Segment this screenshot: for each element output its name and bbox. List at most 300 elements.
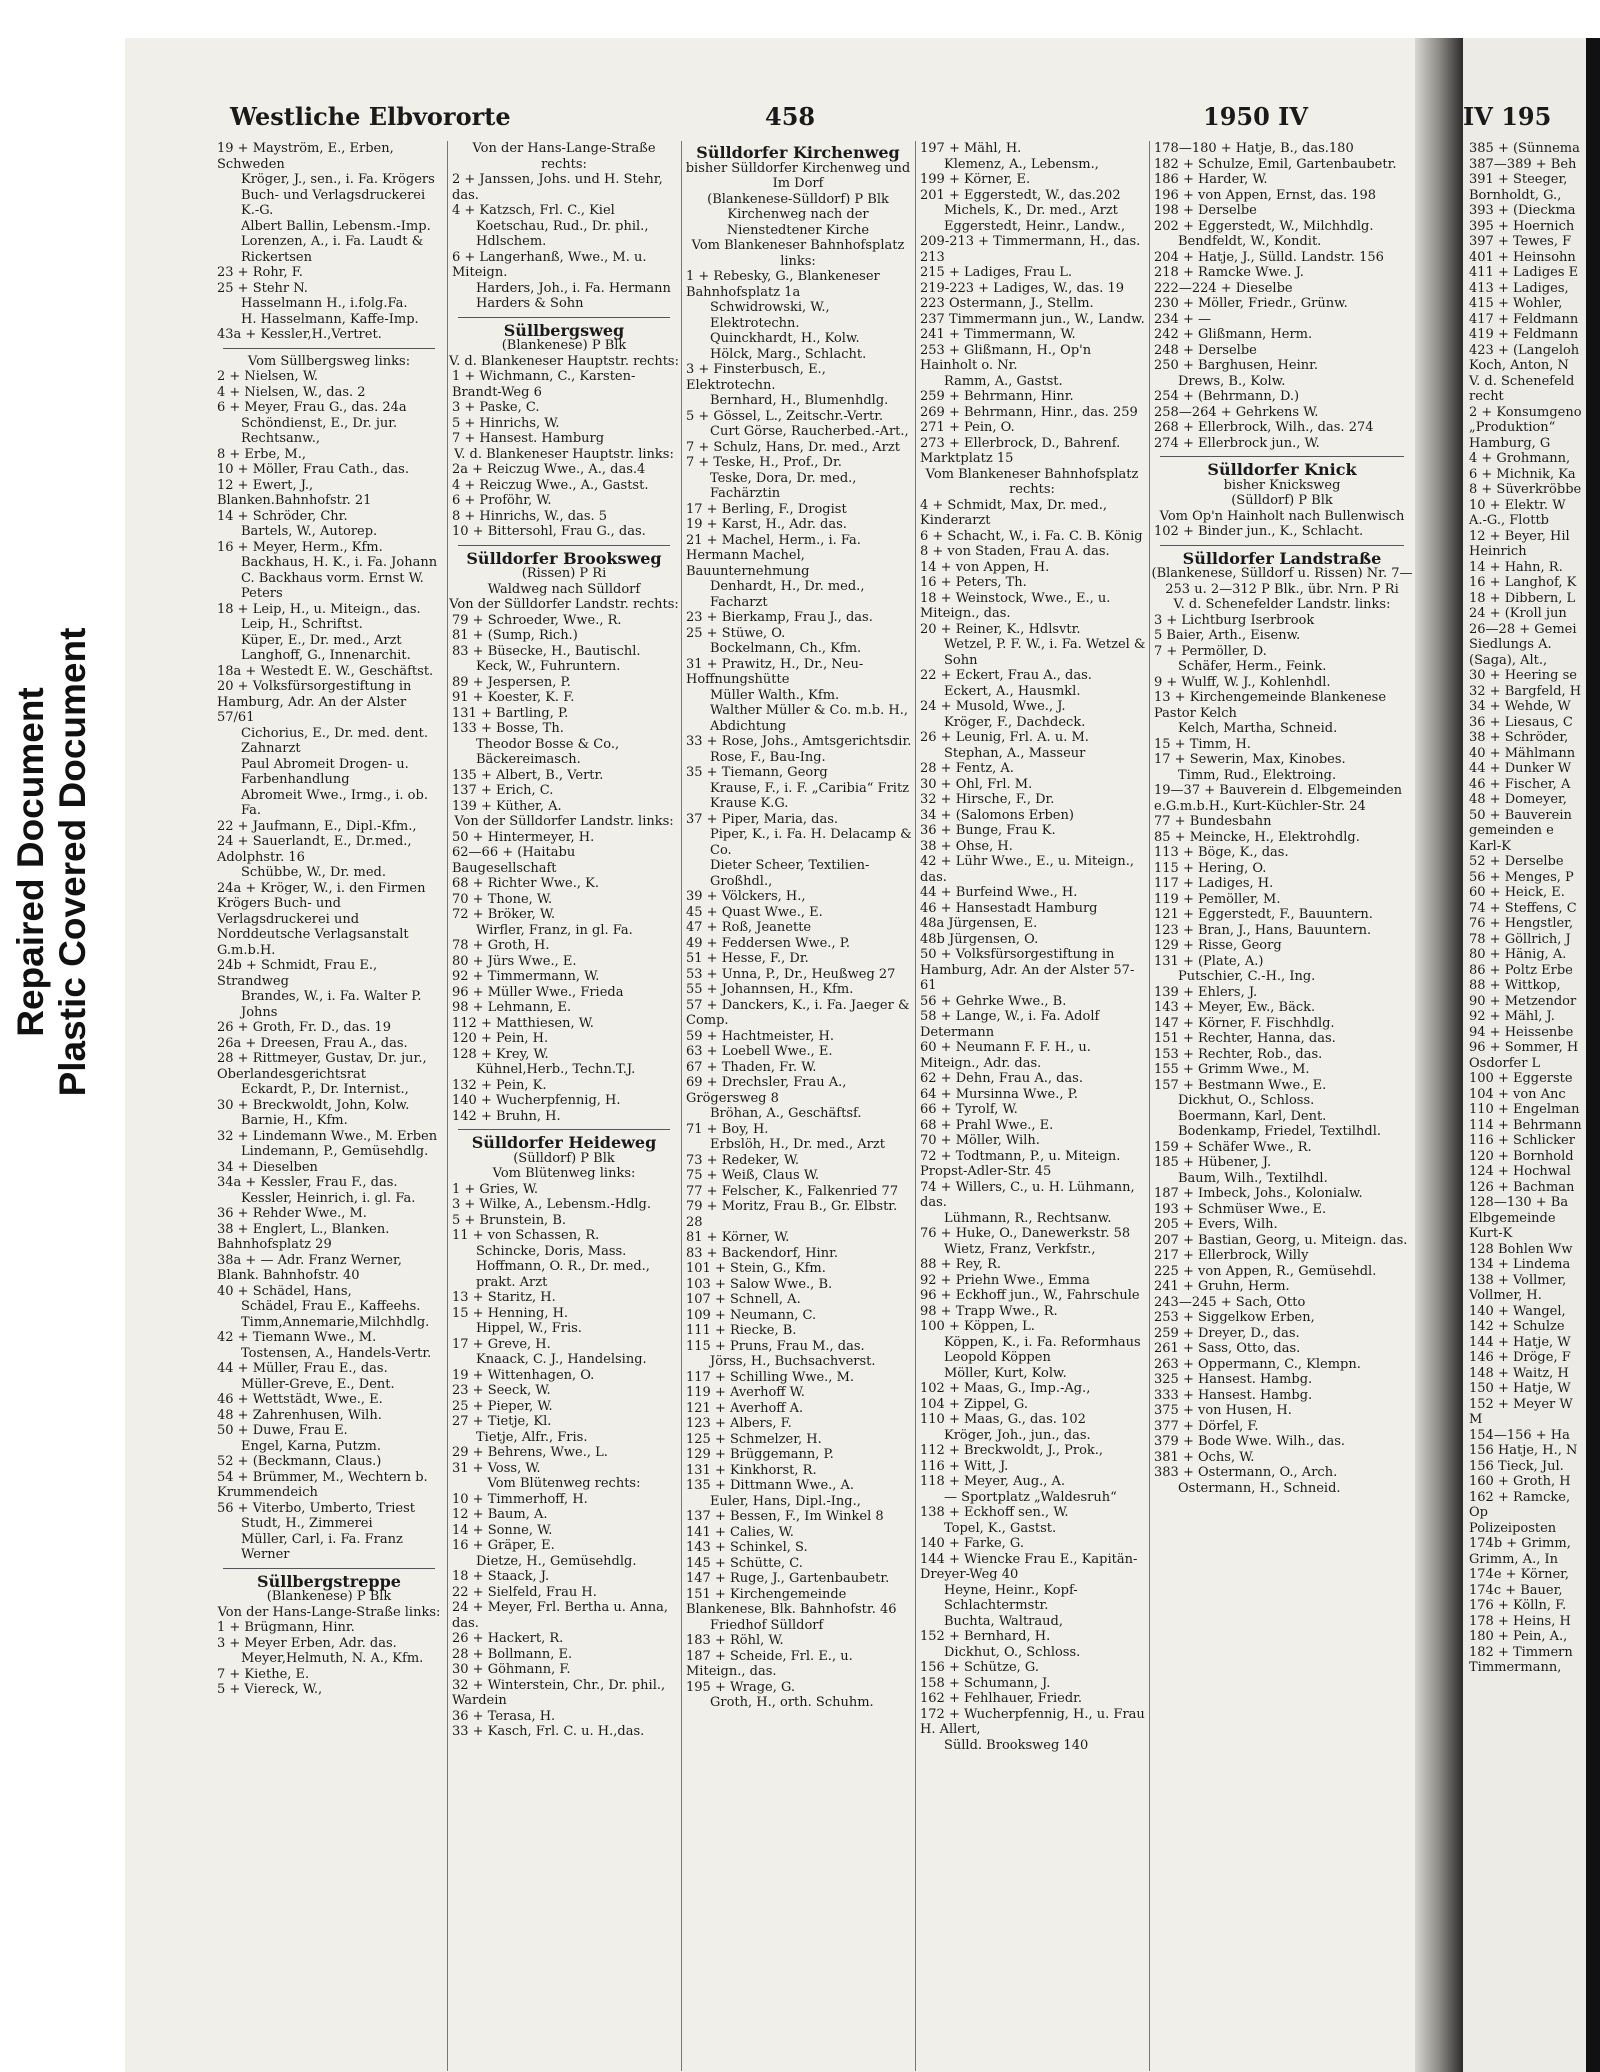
resident-entry: Lorenzen, A., i. Fa. Laudt & Rickertsen [241, 234, 424, 265]
next-page-entry: 413 + Ladiges, [1469, 280, 1569, 296]
next-page-entry: 96 + Sommer, H [1469, 1040, 1579, 1055]
next-page-entry: recht [1469, 389, 1504, 404]
house-entry: 30 + Göhmann, F. [452, 1662, 571, 1677]
house-entry: 269 + Behrmann, Hinr., das. 259 [920, 404, 1138, 420]
house-entry: 27 + Tietje, Kl. [452, 1414, 552, 1429]
house-entry: 25 + Pieper, W. [452, 1398, 553, 1414]
house-entry: 28 + Rittmeyer, Gustav, Dr. jur., Oberlandesgerichtsrat [217, 1051, 427, 1082]
resident-entry: Müller, Carl, i. Fa. Franz Werner [241, 1531, 403, 1562]
directory-page [125, 38, 1415, 2072]
house-entry: 333 + Hansest. Hambg. [1154, 1387, 1313, 1403]
house-entry: 18 + Leip, H., u. Miteign., das. [217, 601, 421, 617]
resident-entry: Tostensen, A., Handels-Vertr. [241, 1345, 432, 1361]
house-entry: 187 + Scheide, Frl. E., u. Miteign., das. [686, 1648, 853, 1679]
resident-entry: Teske, Dora, Dr. med., Fachärztin [710, 470, 857, 501]
next-page-entry: 30 + Heering se [1469, 668, 1577, 683]
house-entry: 7 + Schulz, Hans, Dr. med., Arzt [686, 439, 900, 455]
resident-entry: Küper, E., Dr. med., Arzt [241, 632, 402, 648]
next-page-entry: 104 + von Anc [1469, 1086, 1566, 1102]
next-page-entry: 24 + (Kroll jun [1469, 606, 1567, 621]
resident-entry: Albert Ballin, Lebensm.-Imp. [241, 218, 431, 234]
resident-entry: Michels, K., Dr. med., Arzt [944, 203, 1118, 218]
house-entry: 139 + Ehlers, J. [1154, 984, 1258, 1000]
house-entry: 76 + Huke, O., Danewerkstr. 58 [920, 1226, 1131, 1241]
resident-entry: Eckardt, P., Dr. Internist., [241, 1082, 409, 1097]
house-entry: 98 + Lehmann, E. [452, 1000, 572, 1015]
house-entry: 5 + Gössel, L., Zeitschr.-Vertr. [686, 408, 884, 424]
next-page-entry: 86 + Poltz Erbe [1469, 962, 1573, 978]
resident-entry: Denhardt, H., Dr. med., Facharzt [710, 579, 865, 610]
column-3 [681, 141, 914, 2071]
house-entry: 241 + Gruhn, Herm. [1154, 1279, 1290, 1294]
house-entry: 223 Ostermann, J., Stellm. [920, 296, 1094, 311]
resident-entry: Schübbe, W., Dr. med. [241, 865, 386, 880]
house-entry: 139 + Küther, A. [452, 798, 562, 814]
house-entry: 101 + Stein, G., Kfm. [686, 1261, 826, 1276]
resident-entry: Jörss, H., Buchsachverst. [710, 1354, 876, 1369]
house-entry: 56 + Viterbo, Umberto, Triest [217, 1500, 416, 1516]
next-page-entry: Koch, Anton, N [1469, 358, 1569, 373]
next-page-entry: Bornholdt, G., [1469, 187, 1562, 203]
resident-entry: Quinckhardt, H., Kolw. [710, 331, 860, 346]
house-entry: 83 + Backendorf, Hinr. [686, 1245, 838, 1261]
resident-entry: Stephan, A., Masseur [944, 745, 1086, 761]
house-entry: 50 + Volksfürsorgestiftung in Hamburg, Adr. An der Alster 57-61 [920, 947, 1135, 993]
street-subtitle: (Rissen) P Ri [521, 566, 607, 581]
house-entry: 115 + Hering, O. [1154, 860, 1267, 876]
house-entry: 119 + Pemöller, M. [1154, 891, 1281, 907]
next-page-entry: „Produktion“ [1469, 420, 1556, 435]
house-entry: 83 + Büsecke, H., Bautischl. [452, 643, 641, 659]
house-entry: 33 + Kasch, Frl. C. u. H.,das. [452, 1724, 645, 1739]
house-entry: 24 + Meyer, Frl. Bertha u. Anna, das. [452, 1600, 669, 1631]
house-entry: 215 + Ladiges, Frau L. [920, 265, 1073, 280]
section-divider [223, 1568, 435, 1569]
house-entry: 125 + Schmelzer, H. [686, 1431, 822, 1447]
next-page-entry: 128 Bohlen Ww [1469, 1241, 1573, 1257]
house-entry: 6 + Meyer, Frau G., das. 24a [217, 400, 407, 415]
house-entry: 131 + (Plate, A.) [1154, 953, 1264, 969]
resident-entry: Cichorius, E., Dr. med. dent. Zahnarzt [241, 725, 428, 756]
street-subtitle: V. d. Blankeneser Hauptstr. rechts: [449, 353, 679, 369]
street-heading: Sülldorfer Kirchenweg [696, 143, 900, 162]
resident-entry: Studt, H., Zimmerei [241, 1516, 373, 1531]
header-left: Westliche Elbvororte [230, 102, 511, 131]
street-subtitle: Von der Hans-Lange-Straße links: [217, 1604, 441, 1620]
next-page-entry: V. d. Schenefeld [1469, 373, 1575, 389]
column-1 [213, 141, 445, 2071]
resident-entry: Dietze, H., Gemüsehdlg. [476, 1553, 637, 1569]
house-entry: 132 + Pein, K. [452, 1077, 547, 1093]
house-entry: 147 + Körner, F. Fischhdlg. [1154, 1015, 1335, 1031]
house-entry: 128 + Krey, W. [452, 1046, 549, 1062]
house-entry: 91 + Koester, K. F. [452, 690, 575, 705]
house-entry: 14 + Schröder, Chr. [217, 508, 348, 524]
house-entry: 48 + Zahrenhusen, Wilh. [217, 1407, 382, 1423]
house-entry: 44 + Müller, Frau E., das. [217, 1361, 388, 1376]
house-entry: 133 + Bosse, Th. [452, 721, 564, 736]
house-entry: 36 + Rehder Wwe., M. [217, 1206, 367, 1221]
house-entry: 152 + Bernhard, H. [920, 1629, 1051, 1644]
house-entry: 55 + Johannsen, H., Kfm. [686, 982, 854, 997]
house-entry: 19—37 + Bauverein d. Elbgemeinden e.G.m.b.H., Kurt-Küchler-Str. 24 [1154, 783, 1403, 814]
street-heading: Sülldorfer Landstraße [1182, 548, 1382, 568]
house-entry: 33 + Rose, Johs., Amtsgerichtsdir. [686, 734, 912, 749]
next-page-entry: Osdorfer L [1469, 1055, 1541, 1071]
column-4 [915, 141, 1148, 2071]
side-label [10, 628, 94, 1097]
house-entry: 172 + Wucherpfennig, H., u. Frau H. Allert, [920, 1706, 1145, 1737]
house-entry: 4 + Reiczug Wwe., A., Gastst. [452, 477, 649, 493]
next-page-entry: 415 + Wohler, [1469, 296, 1563, 311]
house-entry: 151 + Kirchengemeinde Blankenese, Blk. Bahnhofstr. 46 [686, 1586, 897, 1617]
house-entry: 234 + — [1154, 311, 1211, 327]
house-entry: 24b + Schmidt, Frau E., Strandweg [217, 958, 378, 989]
house-entry: 119 + Averhoff W. [686, 1385, 805, 1400]
resident-entry: Buchta, Waltraud, [944, 1613, 1063, 1629]
house-entry: 72 + Todtmann, P., u. Miteign. Propst-Adler-Str. 45 [920, 1148, 1121, 1179]
resident-entry: Euler, Hans, Dipl.-Ing., [710, 1493, 861, 1509]
house-entry: 21 + Machel, Herm., i. Fa. Hermann Machel, Bauunternehmung [686, 532, 861, 579]
house-entry: 5 + Viereck, W., [217, 1682, 323, 1697]
house-entry: 75 + Weiß, Claus W. [686, 1168, 820, 1183]
street-heading: Sülldorfer Knick [1207, 460, 1357, 479]
house-entry: 40 + Schädel, Hans, [217, 1283, 352, 1299]
next-page-entry: 114 + Behrmann [1469, 1117, 1582, 1133]
house-entry: 185 + Hübener, J. [1154, 1155, 1272, 1170]
resident-entry: Müller Walth., Kfm. [710, 687, 840, 703]
next-page-entry: 110 + Engelman [1469, 1102, 1580, 1117]
street-subtitle: V. d. Schenefelder Landstr. links: [1173, 597, 1391, 612]
house-entry: 28 + Bollmann, E. [452, 1646, 573, 1662]
next-page-entry: 154—156 + Ha [1469, 1427, 1570, 1443]
next-page-header: IV 195 [1463, 102, 1552, 131]
next-page-entry: Polizeiposten [1469, 1520, 1557, 1536]
resident-entry: Ostermann, H., Schneid. [1178, 1480, 1341, 1496]
house-entry: 207 + Bastian, Georg, u. Miteign. das. [1154, 1232, 1408, 1248]
resident-entry: Curt Görse, Raucherbed.-Art., [710, 424, 909, 439]
house-entry: 112 + Breckwoldt, J., Prok., [920, 1443, 1104, 1458]
house-entry: 14 + Sonne, W. [452, 1522, 553, 1538]
next-page-entry: 60 + Heick, E. [1469, 885, 1565, 900]
house-entry: 74 + Willers, C., u. H. Lühmann, das. [920, 1179, 1135, 1210]
house-entry: 3 + Lichtburg Iserbrook [1154, 612, 1315, 628]
next-page-entry: Op [1469, 1505, 1488, 1520]
next-page-entry: Elbgemeinde [1469, 1210, 1556, 1226]
resident-entry: Langhoff, G., Innenarchit. [241, 648, 411, 663]
next-page-entry: 391 + Steeger, [1469, 172, 1568, 187]
house-entry: 379 + Bode Wwe. Wilh., das. [1154, 1434, 1346, 1449]
house-entry: 43a + Kessler,H.,Vertret. [217, 327, 382, 342]
house-entry: 5 Baier, Arth., Eisenw. [1154, 628, 1301, 643]
house-entry: 7 + Hansest. Hamburg [452, 431, 605, 446]
resident-entry: Kröger, J., sen., i. Fa. Krögers Buch- und Verlagsdruckerei K.-G. [241, 172, 435, 218]
resident-entry: Kessler, Heinrich, i. gl. Fa. [241, 1190, 416, 1206]
house-entry: 147 + Ruge, J., Gartenbaubetr. [686, 1571, 890, 1586]
house-entry: 131 + Kinkhorst, R. [686, 1462, 817, 1478]
resident-entry: Piper, K., i. Fa. H. Delacamp & Co. [710, 827, 912, 858]
street-subtitle: (Blankenese-Sülldorf) P Blk [707, 191, 889, 207]
house-entry: 123 + Albers, F. [686, 1416, 792, 1431]
house-entry: 98 + Trapp Wwe., R. [920, 1303, 1058, 1319]
resident-entry: Schincke, Doris, Mass. [476, 1243, 627, 1259]
house-entry: 219-223 + Ladiges, W., das. 19 [920, 280, 1125, 296]
section-divider [458, 545, 670, 546]
street-subtitle: (Sülldorf) P Blk [513, 1150, 615, 1166]
column-5 [1149, 141, 1414, 2071]
next-page-entry: 90 + Metzendor [1469, 993, 1577, 1009]
house-entry: 5 + Hinrichs, W. [452, 415, 560, 431]
street-subtitle: Vom Blankeneser Bahnhofsplatz rechts: [925, 466, 1139, 497]
house-entry: 230 + Möller, Friedr., Grünw. [1154, 296, 1348, 311]
house-entry: 42 + Tiemann Wwe., M. [217, 1330, 377, 1345]
house-entry: 29 + Behrens, Wwe., L. [452, 1445, 608, 1460]
next-page-entry: 16 + Langhof, K [1469, 575, 1577, 590]
resident-entry: Groth, H., orth. Schuhm. [710, 1695, 874, 1710]
page-number: 458 [765, 102, 816, 131]
house-entry: 52 + (Beckmann, Claus.) [217, 1454, 382, 1469]
house-entry: 71 + Boy, H. [686, 1121, 769, 1137]
next-page-entry: M [1469, 1412, 1483, 1427]
next-page-entry: 8 + Süverkröbbe [1469, 482, 1582, 497]
book-gutter [1415, 38, 1463, 2072]
house-entry: 25 + Stehr N. [217, 280, 308, 296]
house-entry: 253 + Glißmann, H., Op'n Hainholt o. Nr. [920, 342, 1092, 373]
street-subtitle: (Blankenese, Sülldorf u. Rissen) Nr. 7—253 u. 2—312 P Blk., übr. Nrn. P Ri [1151, 566, 1413, 597]
house-entry: 237 Timmermann jun., W., Landw. [920, 311, 1145, 327]
resident-entry: Müller-Greve, E., Dent. [241, 1376, 395, 1392]
house-entry: 261 + Sass, Otto, das. [1154, 1341, 1301, 1356]
house-entry: 242 + Glißmann, Herm. [1154, 327, 1313, 342]
street-heading: Süllbergsweg [503, 320, 625, 340]
house-entry: 51 + Hesse, F., Dr. [686, 951, 809, 966]
house-entry: 109 + Neumann, C. [686, 1307, 817, 1323]
house-entry: 67 + Thaden, Fr. W. [686, 1059, 817, 1075]
next-page-entry: 174b + Grimm, [1469, 1536, 1571, 1551]
resident-entry: Topel, K., Gastst. [944, 1520, 1057, 1536]
house-entry: 62 + Dehn, Frau A., das. [920, 1071, 1083, 1086]
house-entry: 129 + Risse, Georg [1154, 938, 1282, 953]
house-entry: 110 + Maas, G., das. 102 [920, 1412, 1086, 1427]
resident-entry: Köppen, K., i. Fa. Reformhaus Leopold Köppen [944, 1334, 1141, 1365]
house-entry: 10 + Bittersohl, Frau G., das. [452, 524, 646, 539]
house-entry: 19 + Karst, H., Adr. das. [686, 517, 847, 532]
house-entry: 144 + Wiencke Frau E., Kapitän-Dreyer-Weg 40 [920, 1551, 1138, 1582]
header-right: 1950 IV [1203, 102, 1308, 131]
street-subtitle: Vom Blütenweg rechts: [487, 1476, 641, 1491]
house-entry: 62—66 + (Haitabu Baugesellschaft [452, 845, 576, 876]
house-entry: 6 + Langerhanß, Wwe., M. u. Miteign. [452, 249, 647, 280]
house-entry: 143 + Meyer, Ew., Bäck. [1154, 1000, 1316, 1015]
resident-entry: Hippel, W., Fris. [476, 1321, 582, 1336]
street-subtitle: Vom Op'n Hainholt nach Bullenwisch [1159, 508, 1405, 524]
resident-entry: Friedhof Sülldorf [710, 1617, 824, 1633]
house-entry: 24 + Musold, Wwe., J. [920, 699, 1066, 714]
resident-entry: Kröger, F., Dachdeck. [944, 714, 1086, 730]
house-entry: 22 + Sielfeld, Frau H. [452, 1584, 597, 1600]
house-entry: 64 + Mursinna Wwe., P. [920, 1086, 1078, 1102]
house-entry: 4 + Schmidt, Max, Dr. med., Kinderarzt [920, 497, 1108, 528]
next-page-entry: Vollmer, H. [1469, 1288, 1542, 1303]
house-entry: 121 + Averhoff A. [686, 1400, 804, 1416]
resident-entry: Hoffmann, O. R., Dr. med., prakt. Arzt [476, 1259, 650, 1290]
house-entry: 225 + von Appen, R., Gemüsehdl. [1154, 1263, 1377, 1279]
next-page-entry: 128—130 + Ba [1469, 1195, 1569, 1210]
house-entry: 31 + Voss, W. [452, 1460, 541, 1476]
resident-entry: Drews, B., Kolw. [1178, 373, 1286, 389]
next-page-entry: 156 Tieck, Jul. [1469, 1458, 1564, 1474]
house-entry: 68 + Prahl Wwe., E. [920, 1117, 1054, 1133]
resident-entry: Dieter Scheer, Textilien-Großhdl., [710, 858, 870, 889]
resident-entry: Bodenkamp, Friedel, Textilhdl. [1178, 1124, 1382, 1139]
house-entry: 32 + Lindemann Wwe., M. Erben [217, 1128, 438, 1144]
house-entry: 79 + Schroeder, Wwe., R. [452, 612, 622, 628]
section-divider [223, 348, 435, 349]
house-entry: 24 + Sauerlandt, E., Dr.med., Adolphstr. 16 [217, 834, 412, 865]
house-entry: 3 + Paske, C. [452, 400, 540, 415]
resident-entry: Koetschau, Rud., Dr. phil., Hdlschem. [476, 218, 649, 249]
house-entry: 6 + Proföhr, W. [452, 493, 552, 508]
house-entry: 140 + Wucherpfennig, H. [452, 1093, 621, 1108]
house-entry: 7 + Teske, H., Prof., Dr. [686, 455, 842, 470]
scan-area [125, 38, 1600, 2072]
house-entry: 129 + Brüggemann, P. [686, 1447, 834, 1462]
house-entry: 3 + Wilke, A., Lebensm.-Hdlg. [452, 1197, 652, 1212]
resident-entry: Schädel, Frau E., Kaffeehs. [241, 1299, 421, 1314]
house-entry: 54 + Brümmer, M., Wechtern b. Krummendeich [217, 1469, 428, 1500]
resident-entry: Rose, F., Bau-Ing. [710, 749, 826, 765]
section-divider [1160, 456, 1404, 457]
next-page-entry: Timmermann, [1469, 1660, 1562, 1675]
next-page-entry: 174c + Bauer, [1469, 1582, 1563, 1598]
house-entry: 377 + Dörfel, F. [1154, 1418, 1259, 1434]
next-page-entry: (Saga), Alt., [1469, 652, 1548, 668]
house-entry: 8 + Erbe, M., [217, 446, 306, 462]
next-page-entry: 92 + Mähl, J. [1469, 1009, 1555, 1024]
house-entry: 50 + Duwe, Frau E. [217, 1423, 348, 1438]
next-page-entry: 152 + Meyer W [1469, 1396, 1573, 1412]
house-entry: 1 + Wichmann, C., Karsten-Brandt-Weg 6 [452, 369, 636, 400]
house-entry: 6 + Schacht, W., i. Fa. C. B. König [920, 528, 1143, 544]
resident-entry: — Sportplatz „Waldesruh“ [944, 1489, 1117, 1505]
house-entry: 78 + Groth, H. [452, 938, 550, 953]
house-entry: 92 + Timmermann, W. [452, 969, 600, 984]
house-entry: 243—245 + Sach, Otto [1154, 1294, 1306, 1310]
resident-entry: Barnie, H., Kfm. [241, 1113, 348, 1128]
next-page-entry: 401 + Heinsohn [1469, 249, 1576, 265]
next-page-edge [1463, 38, 1600, 2072]
house-entry: 145 + Schütte, C. [686, 1555, 803, 1571]
resident-entry: Abromeit Wwe., Irmg., i. ob. Fa. [241, 787, 428, 818]
house-entry: 381 + Ochs, W. [1154, 1449, 1255, 1465]
next-page-entry: 162 + Ramcke, [1469, 1489, 1571, 1505]
resident-entry: Ramm, A., Gastst. [944, 373, 1063, 389]
street-subtitle: Waldweg nach Sülldorf [487, 581, 641, 597]
house-entry: 66 + Tyrolf, W. [920, 1102, 1018, 1117]
next-page-entry: 150 + Hatje, W [1469, 1381, 1571, 1396]
house-entry: 121 + Eggerstedt, F., Bauuntern. [1154, 907, 1373, 922]
house-entry: 13 + Kirchengemeinde Blankenese Pastor Kelch [1154, 690, 1387, 721]
house-entry: 58 + Lange, W., i. Fa. Adolf Determann [920, 1009, 1100, 1040]
house-entry: 12 + Baum, A. [452, 1507, 548, 1522]
house-entry: 254 + (Behrmann, D.) [1154, 389, 1300, 404]
house-entry: 77 + Bundesbahn [1154, 814, 1272, 829]
house-entry: 26 + Groth, Fr. D., das. 19 [217, 1020, 391, 1035]
house-entry: 186 + Harder, W. [1154, 172, 1268, 187]
resident-entry: Paul Abromeit Drogen- u. Farbenhandlung [241, 756, 409, 787]
house-entry: 23 + Rohr, F. [217, 265, 303, 280]
next-page-entry: 80 + Hänig, A. [1469, 947, 1567, 962]
house-entry: 103 + Salow Wwe., B. [686, 1276, 833, 1292]
next-page-entry: gemeinden e [1469, 823, 1554, 838]
next-page-entry: 48 + Domeyer, [1469, 792, 1567, 807]
house-entry: 112 + Matthiesen, W. [452, 1015, 594, 1031]
house-entry: 123 + Bran, J., Hans, Bauuntern. [1154, 922, 1372, 938]
house-entry: 209-213 + Timmermann, H., das. 213 [920, 234, 1141, 265]
house-entry: 7 + Kiethe, E. [217, 1666, 310, 1682]
street-subtitle: (Blankenese) P Blk [501, 338, 627, 353]
house-entry: 4 + Nielsen, W., das. 2 [217, 384, 366, 400]
house-entry: 17 + Berling, F., Drogist [686, 501, 847, 517]
resident-entry: Schwidrowski, W., Elektrotechn. [710, 300, 830, 331]
house-entry: 19 + Wittenhagen, O. [452, 1367, 595, 1383]
resident-entry: Kröger, Joh., jun., das. [944, 1427, 1091, 1443]
resident-entry: Meyer,Helmuth, N. A., Kfm. [241, 1651, 424, 1666]
house-entry: 274 + Ellerbrock jun., W. [1154, 435, 1320, 451]
house-entry: 8 + Hinrichs, W., das. 5 [452, 508, 608, 524]
resident-entry: Kühnel,Herb., Techn.T.J. [476, 1062, 636, 1077]
house-entry: 35 + Tiemann, Georg [686, 765, 828, 780]
house-entry: 77 + Felscher, K., Falkenried 77 [686, 1183, 899, 1199]
next-page-entry: 40 + Mählmann [1469, 745, 1576, 761]
street-subtitle: bisher Knicksweg [1223, 477, 1341, 493]
street-subtitle: (Sülldorf) P Blk [1231, 493, 1333, 508]
columns [213, 141, 1413, 2071]
house-entry: 18a + Westedt E. W., Geschäftst. [217, 663, 434, 679]
street-subtitle: Vom Blankeneser Bahnhofsplatz links: [691, 238, 905, 269]
next-page-entry: 385 + (Sünnema [1469, 141, 1580, 156]
house-entry: 38 + Englert, L., Blanken. Bahnhofsplatz 29 [217, 1221, 390, 1252]
resident-entry: Bartels, W., Autorep. [241, 524, 378, 539]
house-entry: 70 + Möller, Wilh. [920, 1133, 1040, 1148]
section-divider [458, 317, 670, 318]
house-entry: 49 + Feddersen Wwe., P. [686, 935, 850, 951]
house-entry: 92 + Priehn Wwe., Emma [920, 1272, 1090, 1288]
next-page-entry: 124 + Hochwal [1469, 1164, 1571, 1179]
house-entry: 117 + Schilling Wwe., M. [686, 1369, 855, 1385]
resident-entry: Harders, Joh., i. Fa. Hermann Harders & Sohn [476, 280, 671, 311]
next-page-entry: 74 + Steffens, C [1469, 900, 1577, 916]
resident-entry: Wirfler, Franz, in gl. Fa. [476, 922, 633, 938]
resident-entry: Dickhut, O., Schloss. [1178, 1093, 1315, 1108]
house-entry: 259 + Behrmann, Hinr. [920, 389, 1074, 404]
next-page-entry: 32 + Bargfeld, H [1469, 683, 1582, 699]
house-entry: 205 + Evers, Wilh. [1154, 1217, 1278, 1232]
next-page-entry: Siedlungs A. [1469, 637, 1552, 652]
next-page-entry: 178 + Heins, H [1469, 1613, 1571, 1629]
house-entry: 26 + Leunig, Frl. A. u. M. [920, 730, 1089, 745]
house-entry: 183 + Röhl, W. [686, 1633, 784, 1648]
next-page-entry: 18 + Dibbern, L [1469, 590, 1576, 606]
house-entry: 241 + Timmermann, W. [920, 327, 1076, 342]
house-entry: 81 + Körner, W. [686, 1230, 790, 1245]
next-page-entry: 387—389 + Beh [1469, 156, 1577, 172]
house-entry: 3 + Finsterbusch, E., Elektrotechn. [686, 362, 826, 393]
street-subtitle: bisher Sülldorfer Kirchenweg und Im Dorf [685, 160, 911, 191]
house-entry: 57 + Danckers, K., i. Fa. Jaeger & Comp. [686, 997, 910, 1028]
resident-entry: Backhaus, H. K., i. Fa. Johann C. Backhaus vorm. Ernst W. Peters [241, 555, 438, 601]
house-entry: 204 + Hatje, J., Sülld. Landstr. 156 [1154, 249, 1384, 265]
